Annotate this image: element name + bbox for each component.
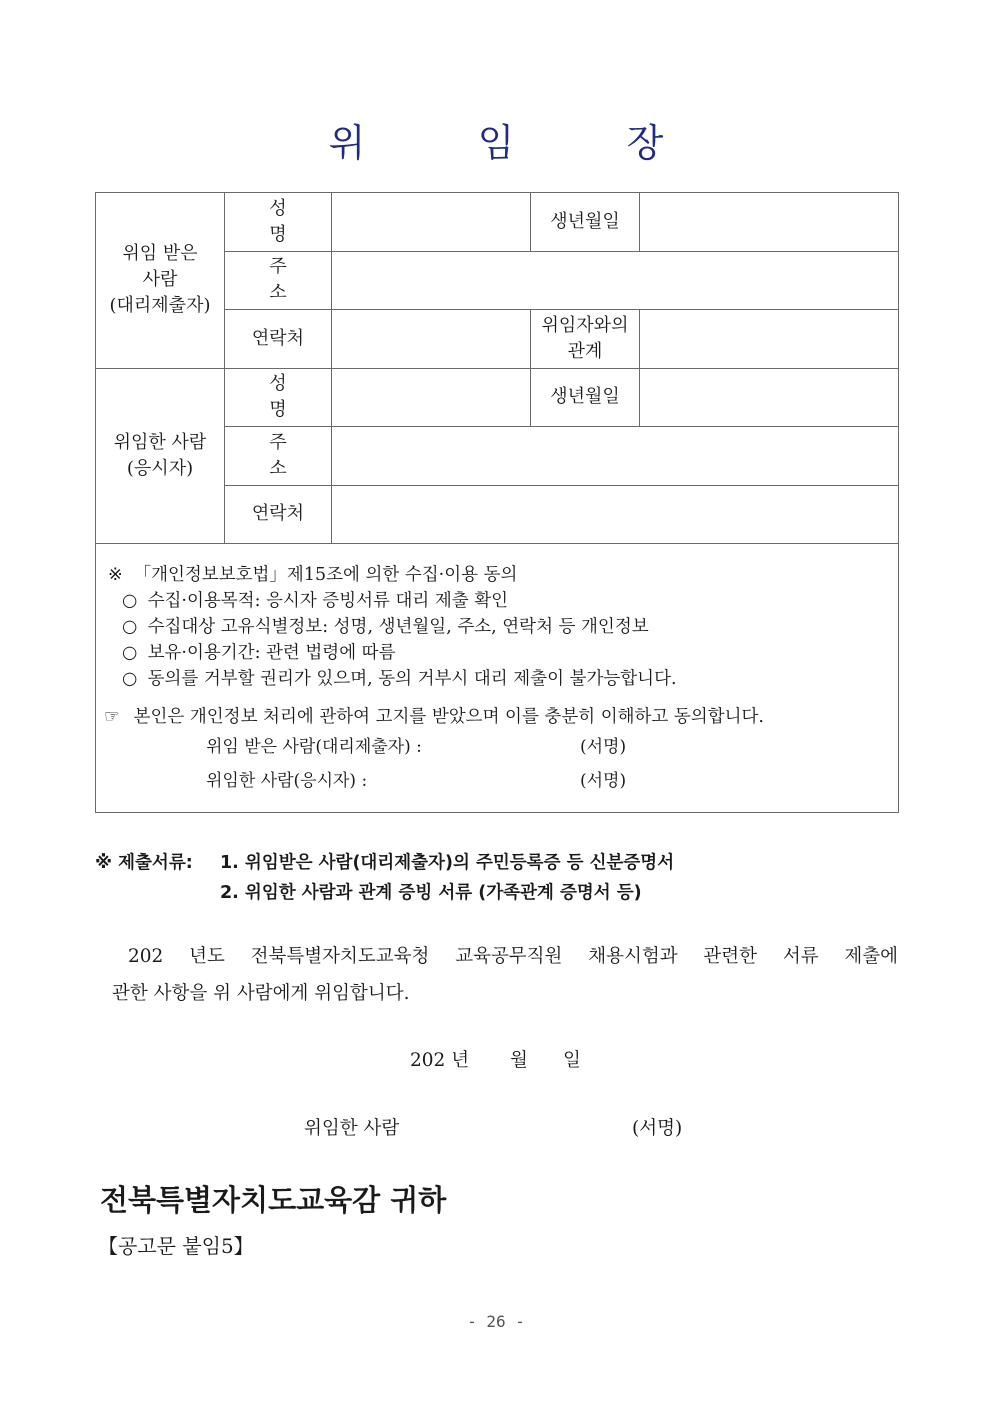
proxy-address-field[interactable] — [332, 251, 899, 310]
date-line — [0, 1046, 992, 1074]
date-day: 일 — [563, 1050, 581, 1071]
proxy-group-label: 위임 받은 사람 (대리제출자) — [96, 193, 225, 369]
delegator-address-field[interactable] — [332, 427, 899, 486]
relation-field[interactable] — [640, 310, 899, 369]
delegator-group-label: 위임한 사람 (응시자) — [96, 368, 225, 544]
proxy-birth-label: 생년월일 — [531, 193, 640, 252]
date-month: 월 — [510, 1050, 528, 1071]
consent-heading: ※ 「개인정보보호법」제15조에 의한 수집·이용 동의 — [108, 562, 898, 588]
delegator-birth-field[interactable] — [640, 368, 899, 427]
delegator-signature-line — [0, 1114, 992, 1142]
document-item: 2. 위임한 사람과 관계 증빙 서류 (가족관계 증명서 등) — [220, 883, 642, 903]
consent-acknowledgement: ☞ 본인은 개인정보 처리에 관하여 고지를 받았으며 이를 충분히 이해하고 동의합니다. — [104, 704, 898, 730]
proxy-name-field[interactable] — [332, 193, 531, 252]
attachment-label: 【공고문 붙임5】 — [98, 1234, 254, 1258]
required-documents — [95, 848, 895, 908]
proxy-address-label: 주 소 — [225, 251, 332, 310]
proxy-birth-field[interactable] — [640, 193, 899, 252]
consent-item: ○ 보유·이용기간: 관련 법령에 따름 — [108, 640, 898, 666]
delegator-address-label: 주 소 — [225, 427, 332, 486]
bullet-icon: ○ — [122, 669, 138, 689]
proxy-contact-label: 연락처 — [225, 310, 332, 369]
delegation-statement: 202 년도 전북특별자치도교육청 교육공무직원 채용시험과 관련한 서류 제출에 관한 사항을 위 사람에게 위임합니다. — [112, 946, 898, 1004]
consent-item: ○ 수집·이용목적: 응시자 증빙서류 대리 제출 확인 — [108, 588, 898, 614]
signature-slot[interactable]: (서명) — [580, 737, 627, 757]
bullet-icon: ○ — [122, 643, 138, 663]
consent-section — [96, 544, 899, 813]
consent-item: ○ 동의를 거부할 권리가 있으며, 동의 거부시 대리 제출이 불가능합니다. — [108, 666, 898, 692]
signature-slot[interactable]: (서명) — [632, 1118, 683, 1139]
proxy-name-label: 성 명 — [225, 193, 332, 252]
delegator-contact-field[interactable] — [332, 485, 899, 544]
title-char-1: 위 — [328, 121, 366, 165]
delegator-birth-label: 생년월일 — [531, 368, 640, 427]
consent-signature-delegator: 위임한 사람(응시자) : (서명) — [108, 764, 898, 798]
delegation-form-table — [95, 192, 899, 813]
page-number: - 26 - — [467, 1312, 525, 1331]
documents-label: ※ 제출서류: — [95, 853, 193, 873]
document-item: 1. 위임받은 사람(대리제출자)의 주민등록증 등 신분증명서 — [220, 853, 675, 873]
pointing-hand-icon: ☞ — [104, 707, 120, 727]
title-char-2: 임 — [477, 121, 515, 165]
date-year: 202 년 — [410, 1050, 470, 1071]
delegator-name-field[interactable] — [332, 368, 531, 427]
signature-slot[interactable]: (서명) — [580, 771, 627, 791]
consent-item: ○ 수집대상 고유식별정보: 성명, 생년월일, 주소, 연락처 등 개인정보 — [108, 614, 898, 640]
recipient: 전북특별자치도교육감 귀하 — [100, 1183, 447, 1217]
bullet-icon: ○ — [122, 617, 138, 637]
bullet-icon: ○ — [122, 591, 138, 611]
note-mark: ※ — [108, 565, 123, 585]
document-title — [0, 112, 992, 165]
delegator-label: 위임한 사람 — [304, 1118, 400, 1139]
delegator-contact-label: 연락처 — [225, 485, 332, 544]
title-char-3: 장 — [626, 121, 664, 165]
consent-signature-proxy: 위임 받은 사람(대리제출자) : (서명) — [108, 730, 898, 764]
delegator-name-label: 성 명 — [225, 368, 332, 427]
relation-label: 위임자와의 관계 — [531, 310, 640, 369]
proxy-contact-field[interactable] — [332, 310, 531, 369]
